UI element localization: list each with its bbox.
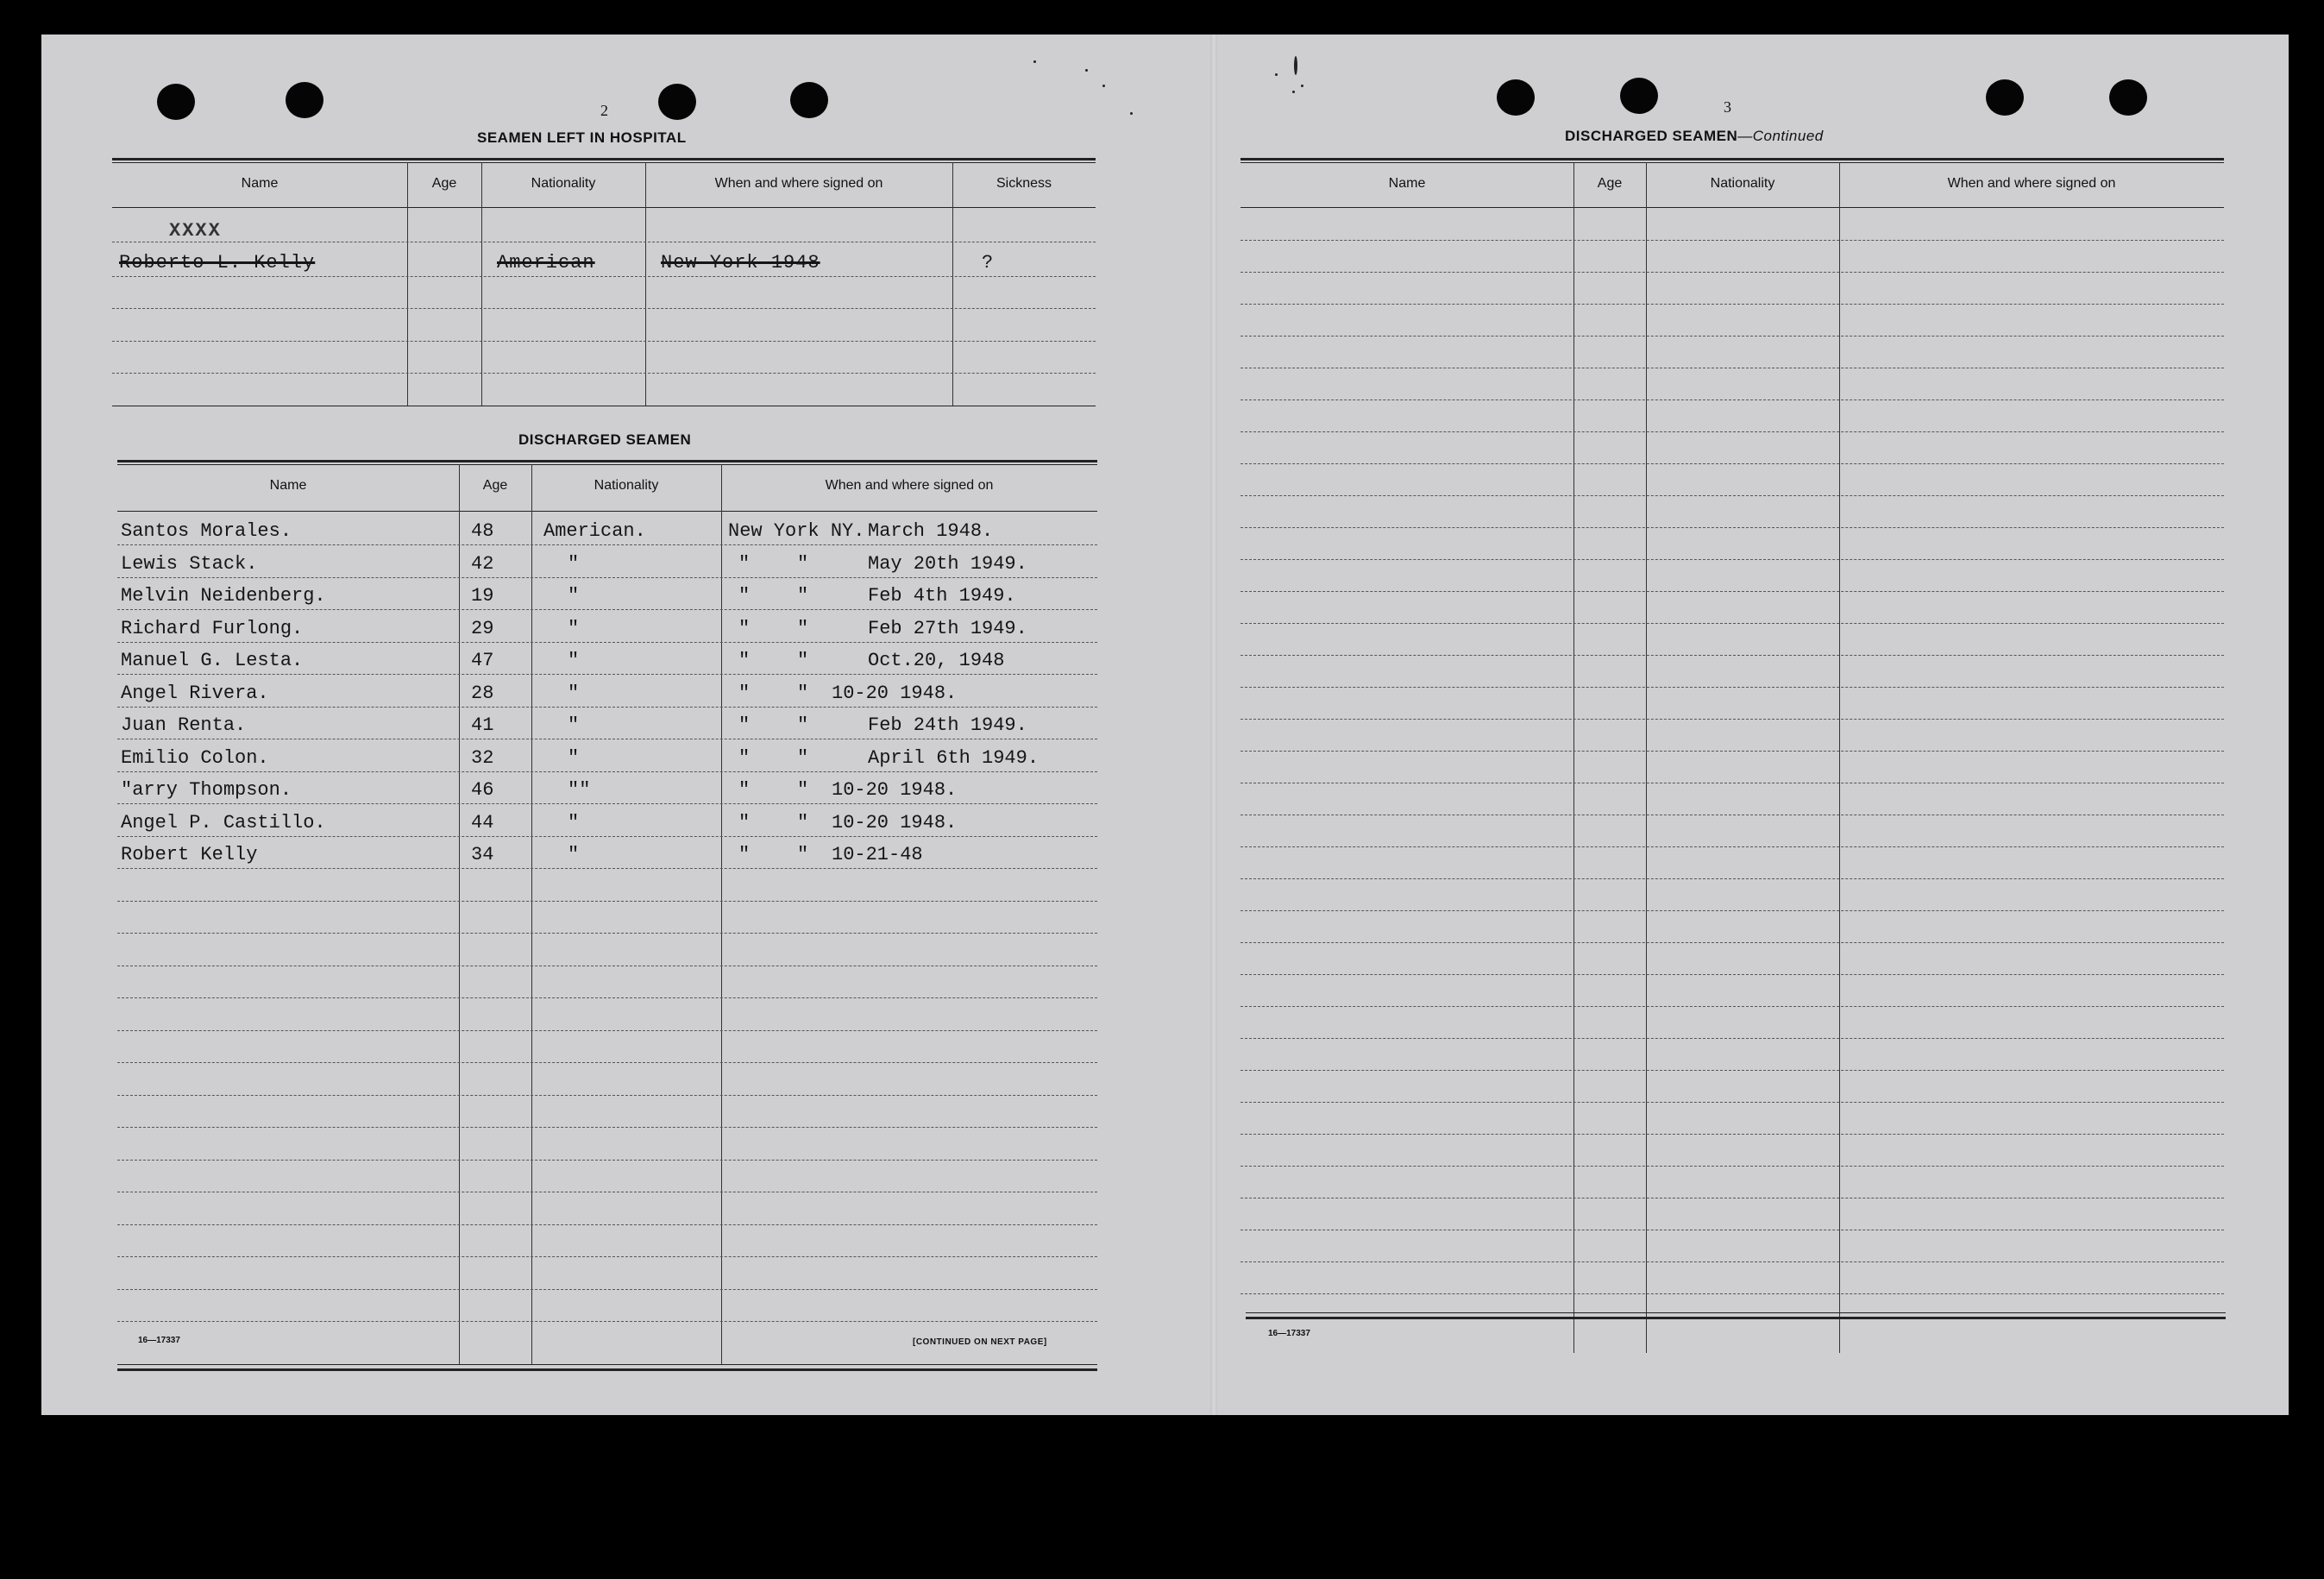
rule [117,464,1097,465]
rule [112,207,1096,208]
document-sheet [41,35,2289,1415]
signed-on-place: " [738,779,751,801]
signed-on-place: " [738,552,751,575]
punch-hole [790,82,828,118]
row-line [1241,1102,2224,1103]
seaman-age: 32 [471,746,494,769]
hospital-section-title: SEAMEN LEFT IN HOSPITAL [477,129,687,146]
row-line [117,933,1097,934]
col-divider [1646,162,1647,1353]
punch-hole [286,82,323,118]
signed-on-place: " [738,811,751,834]
signed-on-place: " [738,682,751,704]
right-title-main: DISCHARGED SEAMEN [1565,128,1738,144]
seaman-nationality: " [568,617,580,639]
row-line [112,373,1096,374]
punch-hole [157,84,195,120]
row-line [1241,942,2224,943]
row-line [1241,1038,2224,1039]
seaman-age: 28 [471,682,494,704]
row-line [117,836,1097,837]
signed-on-place-ditto: " [797,585,809,607]
signed-on-place-ditto: " [797,650,809,671]
row-line [117,544,1097,545]
speck [1301,85,1303,87]
col-header-signed-on: When and where signed on [714,176,883,191]
row-line [1241,623,2224,624]
struck-nationality: American [497,252,595,274]
seaman-name: Lewis Stack. [121,552,258,575]
seaman-nationality: " [568,811,580,834]
speck [1275,73,1278,76]
row-line [117,997,1097,998]
speck [1292,91,1295,93]
form-number-left: 16—17337 [138,1336,180,1345]
speck [1085,69,1088,72]
speck [1102,85,1105,87]
signed-on-date: 10-20 1948. [832,779,958,801]
row-line [117,1095,1097,1096]
row-line [117,1160,1097,1161]
right-title-suffix: —Continued [1737,128,1824,144]
form-number-right: 16—17337 [1268,1329,1310,1338]
row-line [1241,751,2224,752]
row-line [1241,846,2224,847]
right-section-title [1565,128,1824,145]
signed-on-place-ditto: " [797,844,809,865]
speck [1294,56,1297,75]
col-header-signed-on: When and where signed on [1947,176,2116,191]
col-divider [1573,162,1574,1353]
seaman-age: 42 [471,552,494,575]
signed-on-date: April 6th 1949. [868,746,1040,769]
row-line [117,1289,1097,1290]
seaman-nationality: American. [543,520,646,542]
col-header-nationality: Nationality [531,176,596,191]
row-line [1241,1134,2224,1135]
row-line [1241,495,2224,496]
rule [117,1368,1097,1371]
row-line [112,276,1096,277]
col-header-signed-on: When and where signed on [825,478,994,493]
row-line [117,771,1097,772]
row-line [117,868,1097,869]
row-line [1241,559,2224,560]
row-line [1241,1293,2224,1294]
seaman-nationality: " [568,585,580,607]
signed-on-place-ditto: " [797,779,809,801]
rule [1241,207,2224,208]
seaman-name: Robert Kelly [121,844,258,865]
seaman-nationality: " [568,746,580,769]
row-line [1241,399,2224,400]
signed-on-place: " [738,844,751,865]
row-line [1241,910,2224,911]
seaman-name: Richard Furlong. [121,617,304,639]
rule [1241,162,2224,163]
rule [1246,1312,2226,1313]
col-header-name: Name [241,176,279,191]
punch-hole [1620,78,1658,114]
row-line [1241,591,2224,592]
col-header-age: Age [482,478,508,493]
signed-on-date: March 1948. [868,520,994,542]
seaman-name: Angel Rivera. [121,682,269,704]
col-divider [645,162,646,406]
col-divider [952,162,953,406]
row-line [117,1256,1097,1257]
row-line [117,674,1097,675]
seaman-name: Emilio Colon. [121,746,269,769]
col-divider [481,162,482,406]
seaman-nationality: " [568,714,580,736]
page-number-left: 2 [600,102,608,119]
col-header-name: Name [1388,176,1426,191]
rule [112,158,1096,160]
col-header-sickness: Sickness [996,176,1052,191]
punch-hole [658,84,696,120]
row-line [112,341,1096,342]
col-divider [531,464,532,1364]
discharged-section-title: DISCHARGED SEAMEN [518,431,692,448]
page-number-right: 3 [1724,98,1731,116]
signed-on-date: Feb 24th 1949. [868,714,1027,736]
signed-on-place: New York NY. [728,520,865,542]
row-line [117,707,1097,708]
signed-on-place: " [738,650,751,671]
signed-on-date: May 20th 1949. [868,552,1027,575]
row-line [112,308,1096,309]
col-header-nationality: Nationality [594,478,659,493]
col-header-name: Name [269,478,307,493]
rule [117,460,1097,462]
row-line [1241,687,2224,688]
seaman-age: 34 [471,844,494,865]
row-line [117,803,1097,804]
seaman-nationality: "" [568,779,591,801]
seaman-age: 41 [471,714,494,736]
rule [112,162,1096,163]
row-line [117,1030,1097,1031]
seaman-name: Angel P. Castillo. [121,811,326,834]
signed-on-place-ditto: " [797,714,809,736]
row-line [117,1127,1097,1128]
row-line [1241,1070,2224,1071]
seaman-nationality: " [568,552,580,575]
row-line [117,642,1097,643]
row-line [1241,878,2224,879]
struck-name: Roberto L. Kelly [119,252,316,274]
row-line [117,609,1097,610]
seaman-nationality: " [568,682,580,704]
struck-signed-on: New York 1948 [661,252,820,274]
col-divider [407,162,408,406]
signed-on-place: " [738,714,751,736]
signed-on-date: 10-20 1948. [832,682,958,704]
punch-hole [1986,79,2024,116]
col-header-age: Age [1597,176,1623,191]
seaman-name: "arry Thompson. [121,779,292,801]
row-line [117,901,1097,902]
seaman-nationality: " [568,650,580,671]
page-fold [1210,35,1217,1415]
seaman-name: Juan Renta. [121,714,247,736]
signed-on-date: Feb 27th 1949. [868,617,1027,639]
row-line [1241,655,2224,656]
signed-on-date: Oct.20, 1948 [868,650,1005,671]
row-line [1241,240,2224,241]
seaman-name: Manuel G. Lesta. [121,650,304,671]
speck [1033,60,1036,63]
row-line [1241,304,2224,305]
row-line [1241,974,2224,975]
row-line [117,1321,1097,1322]
seaman-age: 46 [471,779,494,801]
seaman-age: 47 [471,650,494,671]
col-divider [721,464,722,1364]
row-line [117,1062,1097,1063]
seaman-age: 48 [471,520,494,542]
col-header-nationality: Nationality [1710,176,1775,191]
row-line [1241,719,2224,720]
struck-text: XXXX [169,220,222,242]
signed-on-date: 10-21-48 [832,844,923,865]
seaman-name: Santos Morales. [121,520,292,542]
rule [1241,158,2224,160]
signed-on-place: " [738,746,751,769]
rule [117,1364,1097,1365]
row-line [1241,1261,2224,1262]
rule [1246,1317,2226,1319]
rule [117,511,1097,512]
continued-note: [CONTINUED ON NEXT PAGE] [913,1337,1047,1347]
row-line [1241,1006,2224,1007]
row-line [1241,431,2224,432]
seaman-nationality: " [568,844,580,865]
seaman-name: Melvin Neidenberg. [121,585,326,607]
signed-on-date: 10-20 1948. [832,811,958,834]
row-line [1241,1166,2224,1167]
row-line [117,1224,1097,1225]
row-line [1241,336,2224,337]
col-divider [459,464,460,1364]
signed-on-date: Feb 4th 1949. [868,585,1016,607]
punch-hole [1497,79,1535,116]
col-header-age: Age [431,176,457,191]
signed-on-place-ditto: " [797,552,809,575]
sickness-value: ? [982,252,994,274]
col-divider [1839,162,1840,1353]
signed-on-place: " [738,585,751,607]
punch-hole [2109,79,2147,116]
seaman-age: 44 [471,811,494,834]
signed-on-place-ditto: " [797,682,809,704]
row-line [1241,272,2224,273]
row-line [1241,463,2224,464]
seaman-age: 19 [471,585,494,607]
signed-on-place: " [738,617,751,639]
speck [1130,112,1133,115]
signed-on-place-ditto: " [797,617,809,639]
signed-on-place-ditto: " [797,746,809,769]
seaman-age: 29 [471,617,494,639]
row-line [117,577,1097,578]
row-line [1241,527,2224,528]
signed-on-place-ditto: " [797,811,809,834]
